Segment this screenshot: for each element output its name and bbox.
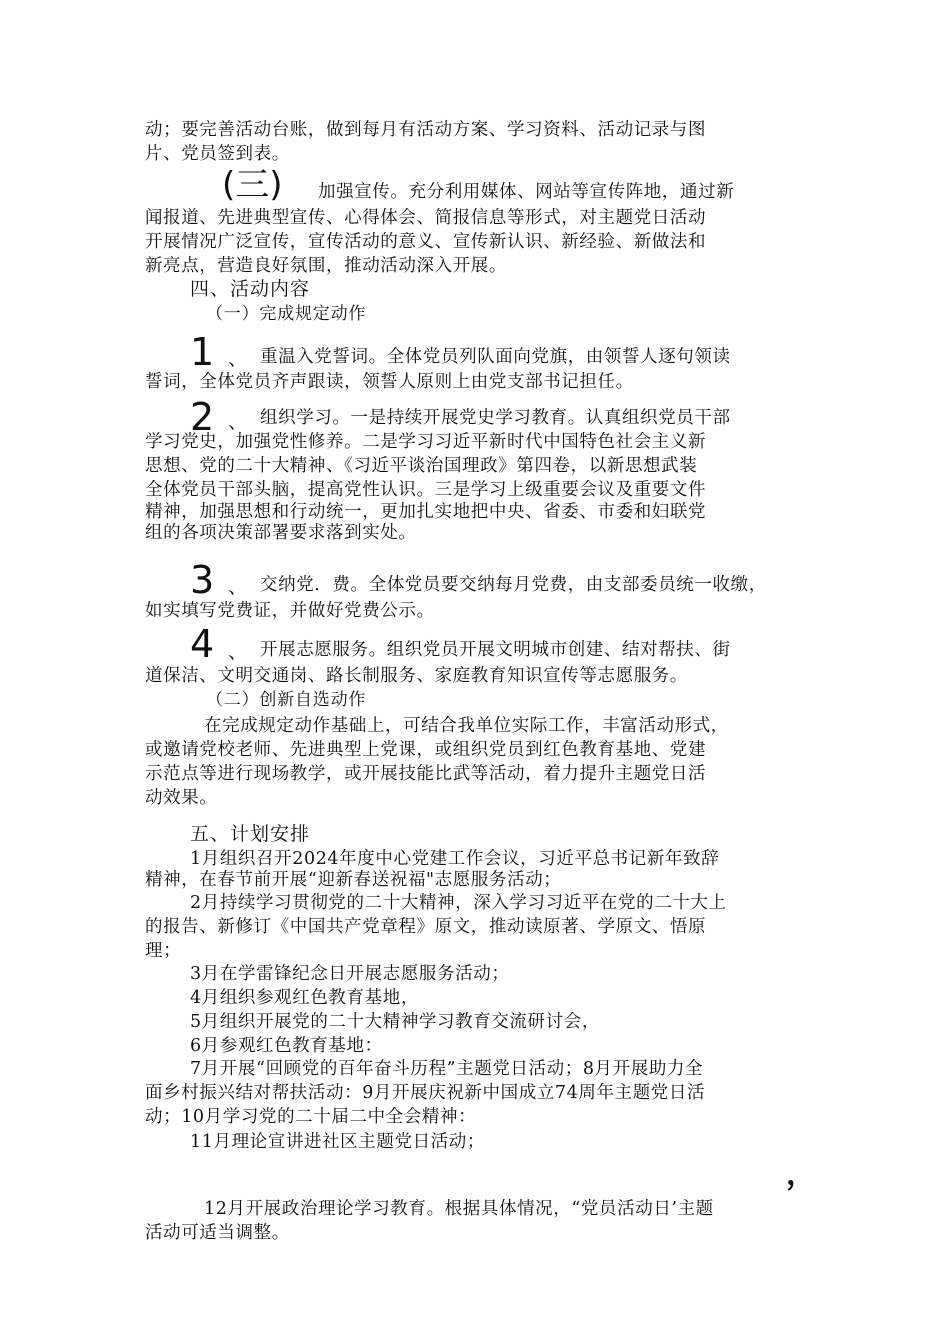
body-text-line: 学习党史，加强党性修养。二是学习习近平新时代中国特色社会主义新	[145, 432, 707, 452]
body-text-line: 2月持续学习贯彻党的二十大精神，深入学习习近平在党的二十大上	[190, 893, 727, 913]
body-text-line: 在完成规定动作基础上，可结合我单位实际工作，丰富活动形式，	[204, 716, 729, 736]
item-number-2: 2	[190, 395, 215, 439]
item-number-suffix: 、	[228, 576, 248, 598]
body-text-line: 5月组织开展党的二十大精神学习教育交流研讨会，	[190, 1012, 600, 1032]
body-text-line: 组的各项决策部署要求落到实处。	[145, 523, 417, 543]
body-text-line: 精神，在春节前开展“迎新春送祝福"志愿服务活动；	[145, 870, 562, 890]
item-number-4: 4	[190, 622, 215, 666]
body-text-line: 开展志愿服务。组织党员开展文明城市创建、结对帮扶、街	[260, 640, 731, 660]
body-text-line: 11月理论宣讲进社区主题党日活动；	[190, 1132, 485, 1152]
body-text-line: 1月组织召开2024年度中心党建工作会议，习近平总书记新年致辞	[190, 849, 720, 869]
body-text-line: 全体党员干部头脑，提高党性认识。三是学习上级重要会议及重要文件	[145, 480, 707, 500]
stray-comma-mark: ，	[786, 1157, 816, 1192]
body-text-line: 开展情况广泛宣传，宣传活动的意义、宣传新认识、新经验、新做法和	[145, 232, 707, 252]
body-text-line: 新亮点，营造良好氛围，推动活动深入开展。	[145, 256, 507, 276]
body-text-line: 道保洁、文明交通岗、路长制服务、家庭教育知识宣传等志愿服务。	[145, 666, 688, 686]
section-title-5: 五、计划安排	[190, 823, 311, 845]
body-text-line: 面乡村振兴结对帮扶活动：9月开展庆祝新中国成立74周年主题党日活	[145, 1083, 706, 1103]
body-text-line: 精神，加强思想和行动统一，更加扎实地把中央、省委、市委和妇联党	[145, 502, 707, 522]
item-number-3: 3	[190, 558, 215, 602]
body-text-line: 示范点等进行现场教学，或开展技能比武等活动，着力提升主题党日活	[145, 764, 707, 784]
body-text-line: 思想、党的二十大精神、《习近平谈治国理政》第四卷，以新思想武装	[145, 456, 698, 476]
body-text-line: 或邀请党校老师、先进典型上党课，或组织党员到红色教育基地、党建	[145, 740, 707, 760]
body-text-line: 12月开展政治理论学习教育。根据具体情况，“党员活动日’主题	[204, 1199, 714, 1219]
body-text-line: 7月开展“回顾党的百年奋斗历程”主题党日活动；8月开展助力全	[190, 1059, 704, 1079]
body-text-line: 活动可适当调整。	[145, 1223, 290, 1243]
body-text-line: 动效果。	[145, 788, 218, 808]
body-text-line: 誓词，全体党员齐声跟读，领誓人原则上由党支部书记担任。	[145, 372, 634, 392]
body-text-line: 6月参观红色教育基地：	[190, 1036, 383, 1056]
body-text-line: 片、党员签到表。	[145, 144, 290, 164]
body-text-line: 如实填写党费证，并做好党费公示。	[145, 601, 435, 621]
item-number-1: 1	[190, 330, 215, 374]
body-text-line: 动；10月学习党的二十届二中全会精神：	[145, 1107, 477, 1127]
subsection-title-2: （二）创新自选动作	[206, 690, 367, 710]
item-number-suffix: 、	[228, 641, 248, 663]
body-text-line: 3月在学雷锋纪念日开展志愿服务活动；	[190, 964, 510, 984]
body-text-line: 闻报道、先进典型宣传、心得体会、简报信息等形式，对主题党日活动	[145, 208, 707, 228]
body-text-line: 理；	[145, 941, 182, 961]
item-number-suffix: 、	[228, 348, 248, 370]
section-title-4: 四、活动内容	[190, 278, 311, 300]
body-text-line: 交纳党．费。全体党员要交纳每月党费，由支部委员统一收缴，	[260, 575, 767, 595]
body-text-line: 的报告、新修订《中国共产党章程》原文，推动读原著、学原文、悟原	[145, 917, 707, 937]
body-text-line: 组织学习。一是持续开展党史学习教育。认真组织党员干部	[260, 408, 731, 428]
item-number-suffix: 、	[228, 411, 248, 433]
section-marker-3: (三)	[222, 165, 283, 205]
body-text-line: 加强宣传。充分利用媒体、网站等宣传阵地，通过新	[318, 182, 735, 202]
body-text-line: 4月组织参观红色教育基地，	[190, 988, 419, 1008]
subsection-title-1: （一）完成规定动作	[206, 304, 367, 324]
body-text-line: 重温入党誓词。全体党员列队面向党旗，由领誓人逐句领读	[260, 347, 731, 367]
body-text-line: 动；要完善活动台账，做到每月有活动方案、学习资料、活动记录与图	[145, 120, 707, 140]
